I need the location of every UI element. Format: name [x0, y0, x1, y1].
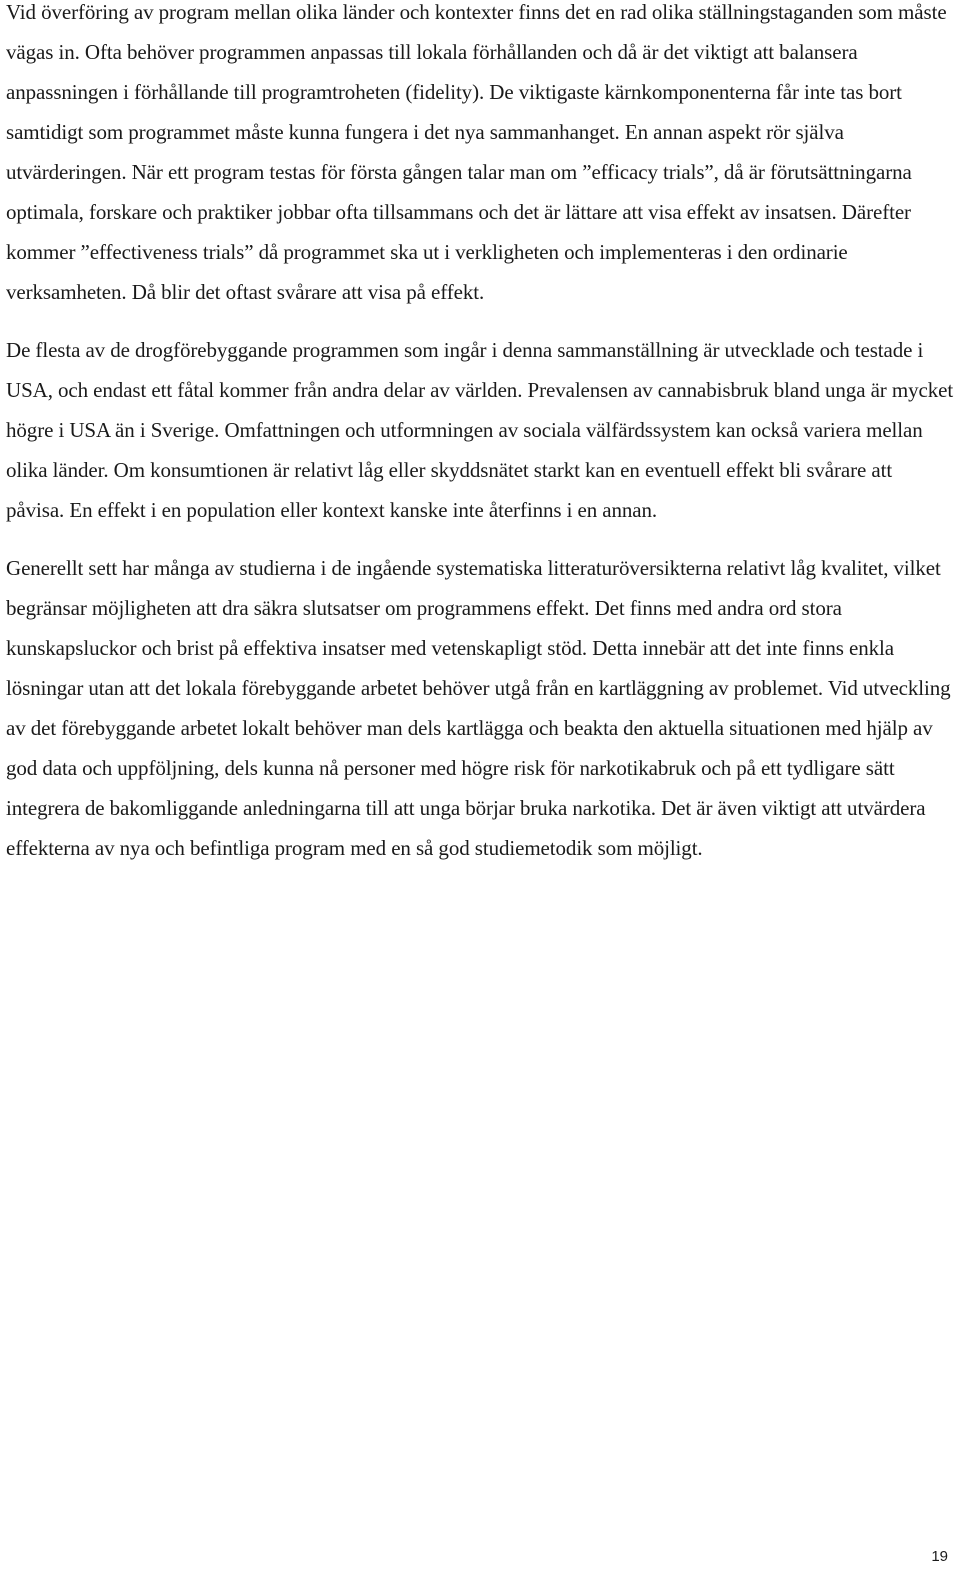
paragraph-usa-programs: De flesta av de drogförebyggande programmen som ingår i denna sammanställning är utvecklade och testade i USA, och endast ett fåtal kommer från andra delar av världen. Prevalensen av cannabisbruk bland unga är mycket högre i USA än i Sverige. Omfattningen och utformningen av sociala välfärdssystem kan också variera mellan olika länder. Om konsumtionen är relativt låg eller skyddsnätet starkt kan en eventuell effekt bli svårare att påvisa. En effekt i en population eller kontext kanske inte återfinns i en annan. [6, 338, 954, 522]
page-number: 19 [931, 1548, 948, 1565]
paragraph-program-transfer: Vid överföring av program mellan olika länder och kontexter finns det en rad olika ställningstaganden som måste vägas in. Ofta behöver programmen anpassas till lokala förhållanden och då är det viktigt att balansera anpassningen i förhållande till programtroheten (fidelity). De viktigaste kärnkomponenterna får inte tas bort samtidigt som programmet måste kunna fungera i det nya sammanhanget. En annan aspekt rör själva utvärderingen. När ett program testas för första gången talar man om ”efficacy trials”, då är förutsättningarna optimala, forskare och praktiker jobbar ofta tillsammans och det är lättare att visa effekt av insatsen. Därefter kommer ”effectiveness trials” då programmet ska ut i verkligheten och implementeras i den ordinarie verksamheten. Då blir det oftast svårare att visa på effekt. [6, 0, 947, 304]
document-page [6, 0, 954, 868]
paragraph-study-quality: Generellt sett har många av studierna i de ingående systematiska litteraturöversikterna relativt låg kvalitet, vilket begränsar möjligheten att dra säkra slutsatser om programmens effekt. Det finns med andra ord stora kunskapsluckor och brist på effektiva insatser med vetenskapligt stöd. Detta innebär att det inte finns enkla lösningar utan att det lokala förebyggande arbetet behöver utgå från en kartläggning av problemet. Vid utveckling av det förebyggande arbetet lokalt behöver man dels kartlägga och beakta den aktuella situationen med hjälp av god data och uppföljning, dels kunna nå personer med högre risk för narkotikabruk och på ett tydligare sätt integrera de bakomliggande anledningarna till att unga börjar bruka narkotika. Det är även viktigt att utvärdera effekterna av nya och befintliga program med en så god studiemetodik som möjligt. [6, 556, 951, 860]
